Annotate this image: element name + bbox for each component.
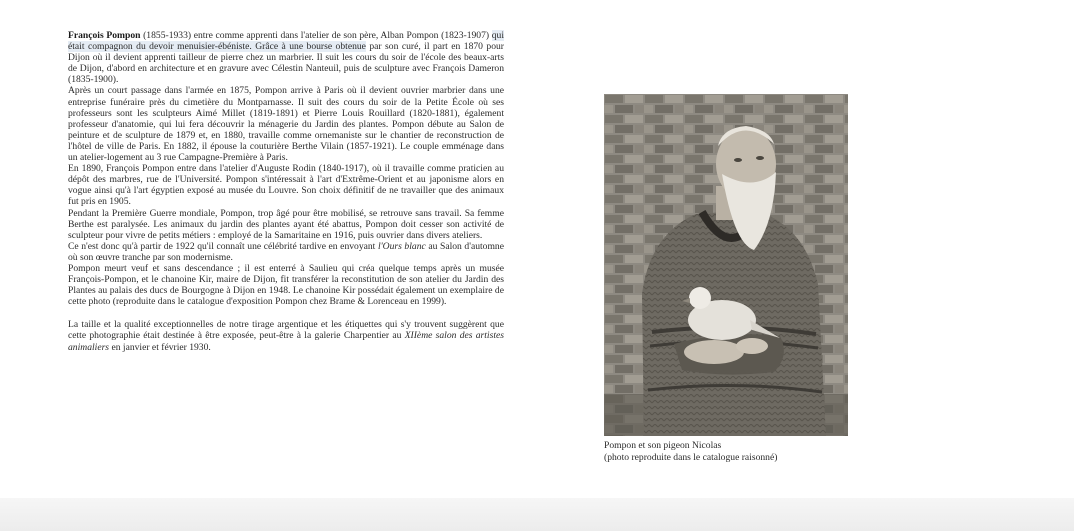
- viewer-bottom-bar: [0, 498, 1074, 531]
- portrait-photo: [604, 94, 848, 436]
- artwork-title: l'Ours blanc: [377, 240, 426, 252]
- paragraph-5: [68, 241, 504, 263]
- text-selection-highlight: qui était compagnon du devoir menuisier-ébéniste. Grâce à une bourse obtenue: [68, 30, 504, 53]
- caption-line-2: (photo reproduite dans le catalogue raisonné): [604, 452, 778, 463]
- artist-name: François Pompon: [68, 30, 141, 41]
- photo-caption: [604, 440, 864, 464]
- paragraph-7: [68, 319, 504, 352]
- paragraph-5-text-a: Ce n'est donc qu'à partir de 1922 qu'il connaît une célébrité tardive en envoyant: [68, 240, 378, 252]
- paragraph-7-text-b: en janvier et février 1930.: [109, 341, 211, 353]
- paragraph-2: Après un court passage dans l'armée en 1875, Pompon arrive à Paris où il devient ouvrier marbrier dans une entreprise funéraire près du cimetière du Montparnasse. Il suit des cours du soir de la Petite École où ses professeurs sont les sculpteurs Aimé Millet (1819-1891) et Pierre Louis Rouillard (1820-1881), également professeur d'anatomie, qui lui fera découvrir la ménagerie du Jardin des plantes. Pompon débute au Salon de peinture et de sculpture de 1879 et, en 1880, travaille comme ornemaniste sur le chantier de reconstruction de l'hôtel de ville de Paris. En 1882, il épouse la couturière Berthe Vilain (1857-1921). Le couple emménage dans un atelier-logement au 3 rue Campagne-Première à Paris.: [68, 85, 504, 164]
- paragraph-1-text-b: par son curé, il part en 1870 pour Dijon où il devient apprenti tailleur de pierre chez un marbrier. Il suit les cours du soir de l'école des beaux-arts de Dijon, d'abord en architecture et en gravure avec Célestin Nanteuil, puis de sculpture avec François Dameron (1835-1900).: [68, 41, 504, 86]
- paragraph-6: Pompon meurt veuf et sans descendance ; il est enterré à Saulieu qui créa quelque temps après un musée François-Pompon, et le chanoine Kir, maire de Dijon, fit transférer la reconstitution de son atelier du Jardin des Plantes au palais des ducs de Bourgogne à Dijon en 1948. Le chanoine Kir possédait également un exemplaire de cette photo (reproduite dans le catalogue d'exposition Pompon chez Brame & Lorenceau en 1999).: [68, 262, 504, 308]
- paragraph-4: Pendant la Première Guerre mondiale, Pompon, trop âgé pour être mobilisé, se retrouve sans travail. Sa femme Berthe est paralysée. Les animaux du jardin des plantes ayant été abattus, Pompon doit cesser son activité de sculpteur pour vivre de petits métiers : employé de la Samaritaine en 1916, puis ouvrier dans divers ateliers.: [68, 207, 504, 241]
- paragraph-7-text-a: La taille et la qualité exceptionnelles de notre tirage argentique et les étiquettes qui s'y trouvent suggèrent que cette photographie était destinée à être exposée, peut-être à la galerie Charpentier au: [68, 319, 504, 342]
- paragraph-1: [68, 30, 504, 85]
- paragraph-5-text-b: au Salon d'automne où son œuvre tranche par son modernisme.: [68, 240, 504, 263]
- article-text: [68, 30, 504, 353]
- caption-line-1: Pompon et son pigeon Nicolas: [604, 440, 722, 451]
- salon-title: XIIème salon des artistes animaliers: [68, 330, 504, 353]
- paragraph-1-text-a: (1855-1933) entre comme apprenti dans l'atelier de son père, Alban Pompon (1823-1907): [140, 30, 492, 41]
- paragraph-3: En 1890, François Pompon entre dans l'atelier d'Auguste Rodin (1840-1917), où il travaille comme praticien au dépôt des marbres, rue de l'Université. Pompon s'intéressait à l'art d'Extrême-Orient et au japonisme alors en vogue ainsi qu'à l'art égyptien exposé au musée du Louvre. Son choix définitif de ne travailler que des animaux fut pris en 1905.: [68, 163, 504, 208]
